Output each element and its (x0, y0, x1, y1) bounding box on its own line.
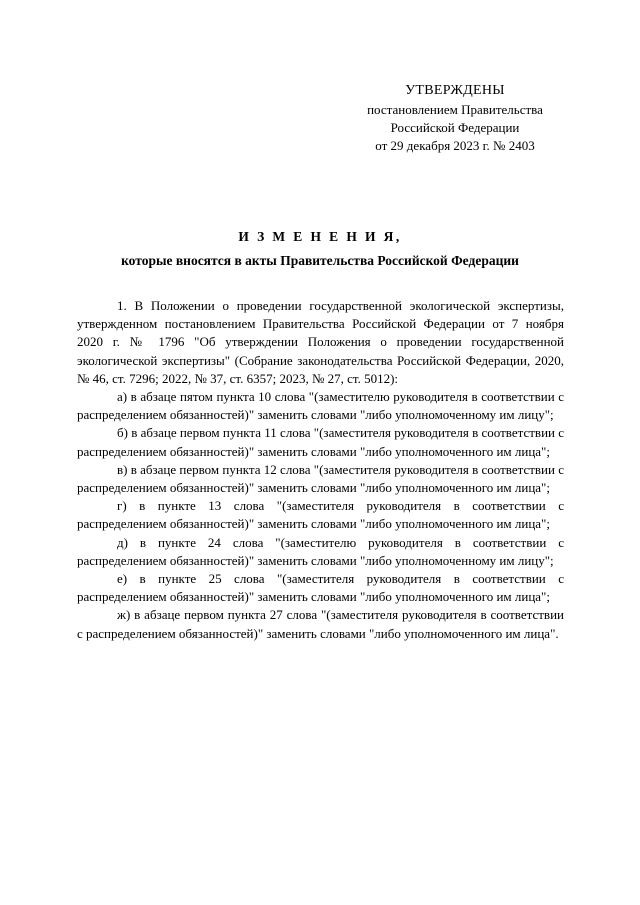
paragraph-a: а) в абзаце пятом пункта 10 слова "(заместителю руководителя в соответствии с распределением обязанностей)" заменить словами "либо уполномоченному им лицу"; (77, 389, 564, 423)
paragraph-e: е) в пункте 25 слова "(заместителя руководителя в соответствии с распределением обязанностей)" заменить словами "либо уполномоченного им лица"; (77, 571, 564, 605)
paragraph-g: г) в пункте 13 слова "(заместителя руководителя в соответствии с распределением обязанностей)" заменить словами "либо уполномоченного им лица"; (77, 498, 564, 532)
paragraph-v: в) в абзаце первом пункта 12 слова "(заместителя руководителя в соответствии с распределением обязанностей)" заменить словами "либо уполномоченного им лица"; (77, 461, 564, 496)
paragraph-d: д) в пункте 24 слова "(заместителю руководителя в соответствии с распределением обязанностей)" заменить словами "либо уполномоченному им лицу"; (77, 534, 564, 568)
approval-line-2: Российской Федерации (390, 120, 520, 135)
approval-title: УТВЕРЖДЕНЫ (405, 83, 505, 98)
paragraph-zh: ж) в абзаце первом пункта 27 слова "(заместителя руководителя в соответствии с распределением обязанностей)" заменить словами "либо уполномоченного им лица". (77, 607, 564, 641)
paragraph-1: 1. В Положении о проведении государственной экологической экспертизы, утвержденном постановлением Правительства Российской Федерации от 7 ноября 2020 г. № 1796 "Об утверждении Положения о проведении государственной экологической экспертизы" (Собрание законодательства Российской Федерации, 2020, № 46, ст. 7296; 2022, № 37, ст. 6357; 2023, № 27, ст. 5012): (77, 298, 564, 386)
paragraph-b: б) в абзаце первом пункта 11 слова "(заместителя руководителя в соответствии с распределением обязанностей)" заменить словами "либо уполномоченного им лица"; (77, 425, 564, 459)
document-title: И З М Е Н Е Н И Я, (238, 229, 402, 244)
approval-block (340, 82, 570, 155)
document-body (77, 297, 564, 643)
approval-line-1: постановлением Правительства (367, 102, 543, 117)
document-subtitle: которые вносятся в акты Правительства Российской Федерации (121, 253, 519, 268)
approval-line-3: от 29 декабря 2023 г. № 2403 (375, 138, 535, 153)
